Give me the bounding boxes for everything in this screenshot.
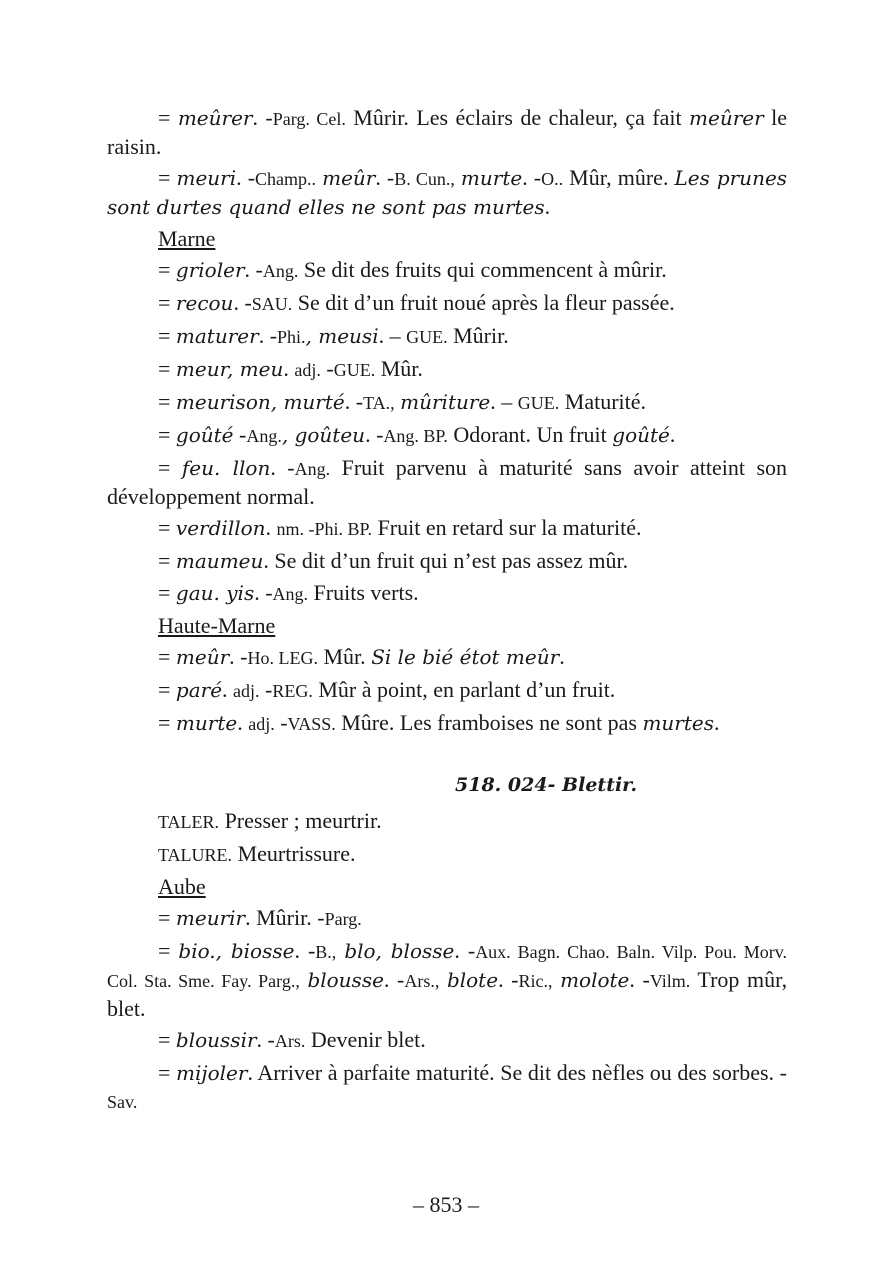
entry-text: . - [236, 165, 256, 190]
entry-text: = [158, 290, 176, 315]
entry-text: . - [256, 1027, 275, 1052]
entry-text: . [714, 710, 720, 735]
locality-abbrev: Aux. Bagn. Chao. Baln. Vilp. Pou. Morv. Col. Sta. Sme. Fay. Parg., [107, 942, 788, 991]
entry-text: . [237, 710, 249, 735]
headword: blo, blosse [344, 939, 455, 963]
headword: meur, meu [175, 357, 284, 381]
locality-abbrev: TALURE. [158, 845, 233, 865]
locality-abbrev: VASS. [287, 714, 336, 734]
headword: maumeu [175, 549, 264, 573]
entry-text: Mûr. [375, 356, 423, 381]
dictionary-entry [107, 421, 787, 450]
dictionary-entry [107, 514, 787, 543]
headword: meûr [175, 645, 230, 669]
headword: murte [175, 711, 238, 735]
entry-text: = [158, 323, 176, 348]
section-title [107, 772, 787, 799]
entry-text: Marne [158, 226, 216, 251]
dictionary-entry [107, 807, 787, 836]
entry-text [552, 967, 560, 992]
dictionary-entry [107, 1059, 787, 1116]
locality-abbrev: TALER. [158, 812, 220, 832]
entry-text: . - [233, 290, 252, 315]
headword: meurir [175, 906, 246, 930]
entry-text: Presser ; meurtrir. [219, 808, 382, 833]
entry-text: . - [383, 967, 405, 992]
locality-abbrev: nm. -Phi. BP. [276, 519, 373, 539]
entry-text: = [158, 938, 179, 963]
entry-text: . [669, 422, 676, 447]
page-number: – 853 – [413, 1192, 479, 1217]
dictionary-entry [107, 256, 787, 285]
entry-text: Aube [158, 874, 206, 899]
entry-text: Trop mûr, blet. [107, 967, 788, 1021]
locality-abbrev: Vilm. [649, 971, 691, 991]
entry-text: . - [244, 257, 263, 282]
entry-text: - [320, 356, 334, 381]
region-heading [158, 225, 787, 252]
locality-abbrev: O.. [541, 169, 564, 189]
locality-abbrev: TA., [363, 393, 395, 413]
entry-text: . - [252, 105, 273, 130]
headword: meurison, murté [175, 390, 345, 414]
locality-abbrev: Parg. [324, 909, 362, 929]
locality-abbrev: Phi. [277, 327, 306, 347]
headword: goûté [612, 423, 670, 447]
entry-text: - [259, 677, 273, 702]
entry-text: . - [375, 165, 395, 190]
headword: verdillon [175, 516, 266, 540]
entry-text: . - [365, 422, 384, 447]
locality-abbrev: Ho. LEG. [247, 648, 318, 668]
locality-abbrev: adj. [233, 681, 260, 701]
dictionary-entry [107, 547, 787, 575]
entry-text: . – [378, 323, 407, 348]
entry-text: Se dit d’un fruit noué après la fleur passée. [292, 290, 675, 315]
dictionary-entry [107, 104, 787, 160]
locality-abbrev: Parg. Cel. [272, 109, 346, 129]
dictionary-entry [107, 709, 787, 738]
entry-text: Odorant. Un fruit [447, 422, 613, 447]
entry-text: = [158, 257, 176, 282]
entry-text: . - [229, 644, 248, 669]
headword: feu. llon [181, 456, 271, 480]
entry-text: Fruit en retard sur la maturité. [372, 515, 642, 540]
locality-abbrev: Ang. BP. [383, 426, 448, 446]
locality-abbrev: SAU. [251, 294, 293, 314]
headword: mijoler [176, 1061, 248, 1085]
dictionary-entry [107, 840, 787, 869]
entry-text: Mûr. [318, 644, 372, 669]
locality-abbrev: adj. [294, 360, 321, 380]
locality-abbrev: Ang. [246, 426, 282, 446]
entry-text: = [158, 389, 176, 414]
dictionary-entry [107, 355, 787, 384]
entry-text: . Mûrir. - [245, 905, 325, 930]
entry-text: Mûre. Les framboises ne sont pas [335, 710, 643, 735]
dictionary-entry [107, 579, 787, 608]
entry-text: . [283, 356, 295, 381]
entry-text: = [158, 644, 176, 669]
locality-abbrev: Ars. [274, 1031, 306, 1051]
entry-text: = [158, 422, 176, 447]
headword: Les prunes sont durtes quand elles ne sont pas murtes [107, 166, 788, 219]
dictionary-entry [107, 1026, 787, 1055]
locality-abbrev: REG. [272, 681, 313, 701]
entry-text: = [158, 1060, 177, 1085]
locality-abbrev: Ang. [262, 261, 299, 281]
entry-text: . [222, 677, 234, 702]
entry-text: . - [254, 580, 273, 605]
headword: gau. yis [175, 581, 255, 605]
dictionary-entry [107, 322, 787, 351]
entry-text: = [158, 356, 176, 381]
entry-text: . - [258, 323, 278, 348]
entry-text: Fruits verts. [308, 580, 419, 605]
entry-text: = [158, 105, 178, 130]
entry-text [439, 967, 447, 992]
dictionary-entry [107, 676, 787, 705]
entry-text: Fruit parvenu à maturité sans avoir atteint son développement normal. [107, 455, 788, 509]
headword: grioler [175, 258, 245, 282]
locality-abbrev: B., [315, 942, 337, 962]
dictionary-entry [107, 454, 787, 510]
entry-text: Mûrir. Les éclairs de chaleur, ça fait [345, 105, 690, 130]
entry-text: . - [522, 165, 542, 190]
locality-abbrev: Ric., [518, 971, 553, 991]
locality-abbrev: GUE. [517, 393, 560, 413]
dictionary-entry [107, 643, 787, 672]
headword: murtes [642, 711, 714, 735]
entry-text: - [233, 422, 247, 447]
dictionary-entry [107, 937, 787, 1022]
headword: maturer [175, 324, 259, 348]
dictionary-entry [107, 289, 787, 318]
entry-text: . - [344, 389, 364, 414]
entry-text: Mûrir. [447, 323, 509, 348]
headword: recou [175, 291, 234, 315]
entry-text: . [544, 194, 551, 219]
locality-abbrev: Sav. [107, 1092, 138, 1112]
entry-text: = [158, 1027, 176, 1052]
locality-abbrev: B. Cun., [394, 169, 455, 189]
headword: goûté [175, 423, 234, 447]
locality-abbrev: GUE. [333, 360, 376, 380]
entry-text: = [158, 905, 176, 930]
headword: mûriture [400, 390, 491, 414]
region-heading [158, 612, 787, 639]
entry-text: Se dit des fruits qui commencent à mûrir. [298, 257, 667, 282]
locality-abbrev: Ang. [272, 584, 309, 604]
locality-abbrev: Ars., [404, 971, 440, 991]
section-gap [107, 742, 787, 772]
region-heading [158, 873, 787, 900]
entry-text: . – [490, 389, 518, 414]
entry-text: 518. 024- Blettir. [455, 774, 638, 796]
entry-text: . - [294, 938, 316, 963]
headword: Si le bié étot meûr [371, 645, 560, 669]
headword: paré [175, 678, 223, 702]
headword: bloussir [175, 1028, 257, 1052]
entry-text: = [158, 515, 176, 540]
headword: meuri [176, 166, 237, 190]
headword: meûr [322, 166, 376, 190]
headword: meûrer [689, 106, 764, 130]
entry-text: le raisin. [107, 105, 787, 159]
entry-text: Mûr, mûre. [563, 165, 675, 190]
locality-abbrev: Champ.. [255, 169, 317, 189]
entry-text: = [158, 580, 176, 605]
entry-text: . [265, 515, 277, 540]
dictionary-entry [107, 164, 787, 221]
entry-text: Devenir blet. [305, 1027, 426, 1052]
headword: bio., biosse [178, 939, 295, 963]
entry-text: . [559, 644, 565, 669]
entry-text: = [158, 677, 176, 702]
entry-text: . - [629, 967, 650, 992]
entry-text: = [158, 455, 182, 480]
entry-text: . - [270, 455, 295, 480]
entry-text: Maturité. [559, 389, 647, 414]
locality-abbrev: adj. [248, 714, 275, 734]
entry-text: = [158, 165, 177, 190]
entry-text: Mûr à point, en parlant d’un fruit. [312, 677, 616, 702]
entry-text: = [158, 548, 176, 573]
entry-text: . - [498, 967, 519, 992]
headword: blote [446, 968, 499, 992]
locality-abbrev: GUE. [406, 327, 448, 347]
entry-text: - [274, 710, 288, 735]
headword: blousse [307, 968, 384, 992]
headword: molote [560, 968, 630, 992]
entry-text: Haute-Marne [158, 613, 276, 638]
entry-text: . - [454, 938, 476, 963]
locality-abbrev: Ang. [294, 459, 331, 479]
page-body [107, 104, 787, 1120]
headword: murte [460, 166, 523, 190]
entry-text: . Arriver à parfaite maturité. Se dit des nèfles ou des sorbes. - [247, 1060, 787, 1085]
headword: , goûteu [281, 423, 366, 447]
dictionary-entry [107, 904, 787, 933]
headword: meûrer [177, 106, 253, 130]
entry-text: Meurtrissure. [232, 841, 356, 866]
headword: , meusi [305, 324, 379, 348]
entry-text: = [158, 710, 176, 735]
dictionary-entry [107, 388, 787, 417]
entry-text: . Se dit d’un fruit qui n’est pas assez mûr. [263, 548, 629, 573]
